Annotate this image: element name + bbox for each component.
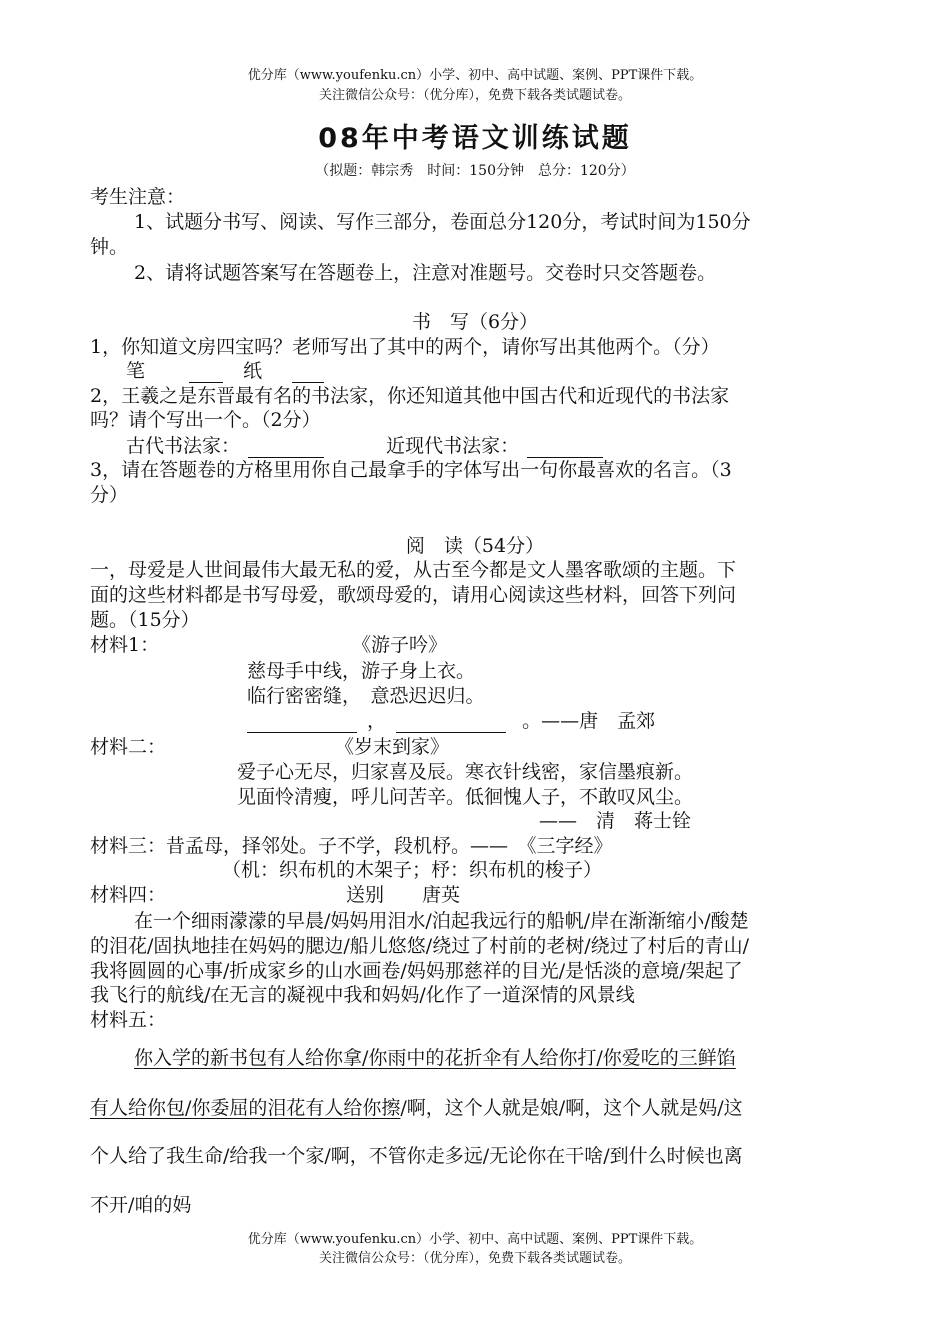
material-3-note: （机：织布机的木架子；杼：织布机的梭子） — [222, 859, 603, 881]
material-4-para-4: 我飞行的航线/在无言的凝视中我和妈妈/化作了一道深情的风景线 — [90, 984, 635, 1006]
material-2-author: —— 清 蒋士铨 — [539, 810, 692, 832]
reading-intro-2: 面的这些材料都是书写母爱，歌颂母爱的，请用心阅读这些材料，回答下列问 — [90, 584, 737, 606]
reading-intro-1: 一，母爱是人世间最伟大最无私的爱，从古至今都是文人墨客歌颂的主题。下 — [90, 559, 737, 581]
material-4-para-2: 的泪花/固执地挂在妈妈的腮边/船儿悠悠/绕过了村前的老树/绕过了村后的青山/ — [90, 935, 750, 957]
header-line-2: 关注微信公众号：（优分库），免费下载各类试题试卷。 — [318, 88, 631, 103]
q1-pen-label: 笔 — [126, 360, 146, 382]
writing-q2: 2，王羲之是东晋最有名的书法家，你还知道其他中国古代和近现代的书法家 — [90, 385, 730, 407]
material-1-fill-line — [247, 706, 655, 733]
material-4-label: 材料四： — [90, 884, 167, 906]
footer-line-1: 优分库（www.youfenku.cn）小学、初中、高中试题、案例、PPT课件下载。 — [247, 1232, 703, 1247]
material-4-para-3: 我将圆圆的心事/折成家乡的山水画卷/妈妈那慈祥的目光/是恬淡的意境/架起了 — [90, 960, 743, 982]
material-1-title: 《游子吟》 — [352, 634, 448, 656]
page-subtitle: （拟题：韩宗秀 时间：150分钟 总分：120分） — [315, 163, 635, 179]
writing-heading: 书 写（6分） — [411, 311, 539, 333]
header-line-1: 优分库（www.youfenku.cn）小学、初中、高中试题、案例、PPT课件下载。 — [247, 68, 703, 83]
material-1-line-1: 慈母手中线，游子身上衣。 — [247, 660, 476, 682]
reading-intro-3: 题。（15分） — [90, 609, 200, 631]
m1-author: 。——唐 孟郊 — [522, 710, 656, 732]
writing-q3: 3，请在答题卷的方格里用你自己最拿手的字体写出一句你最喜欢的名言。（3 — [90, 459, 732, 481]
material-5-label: 材料五： — [90, 1009, 167, 1031]
m1-comma: ， — [367, 710, 387, 732]
material-5-line-4: 不开/咱的妈 — [90, 1194, 192, 1216]
material-1-line-2: 临行密密缝， 意恐迟迟归。 — [247, 685, 485, 707]
material-5-line-2 — [90, 1093, 743, 1120]
material-2-line-2: 见面怜清瘦，呼儿问苦辛。低徊愧人子，不敢叹风尘。 — [237, 786, 694, 808]
reading-heading: 阅 读（54分） — [405, 535, 545, 557]
material-2-label: 材料二： — [90, 736, 167, 758]
material-2-line-1: 爱子心无尽，归家喜及辰。寒衣针线密，家信墨痕新。 — [237, 761, 694, 783]
writing-q3-cont: 分） — [90, 484, 129, 506]
modern-calligrapher-label: 近现代书法家： — [386, 435, 520, 457]
material-5-line-1: 你入学的新书包有人给你拿/你雨中的花折伞有人给你打/你爱吃的三鲜馅 — [134, 1047, 736, 1069]
writing-q2-answer-line — [126, 431, 603, 458]
material-5-line-3: 个人给了我生命/给我一个家/啊，不管你走多远/无论你在干啥/到什么时候也离 — [90, 1145, 743, 1167]
m1-blank-1[interactable] — [247, 714, 357, 733]
writing-q1: 1，你知道文房四宝吗？老师写出了其中的两个，请你写出其他两个。（分） — [90, 336, 720, 358]
notice-item-1: 1、试题分书写、阅读、写作三部分，卷面总分120分，考试时间为150分 — [134, 211, 751, 233]
material-4-title: 送别 唐英 — [346, 884, 461, 906]
material-4-para-1: 在一个细雨濛濛的早晨/妈妈用泪水/泊起我远行的船帆/岸在渐渐缩小/酸楚 — [134, 910, 749, 932]
material-3-text: 材料三：昔孟母，择邻处。子不学，段机杼。—— 《三字经》 — [90, 835, 613, 857]
writing-q2-cont: 吗？请个写出一个。（2分） — [90, 409, 321, 431]
material-5-line-2-underlined: 有人给你包/你委屈的泪花有人给你擦 — [90, 1097, 401, 1119]
q1-paper-label: 纸 — [243, 360, 263, 382]
material-5-line-2-rest: /啊，这个人就是娘/啊，这个人就是妈/这 — [400, 1097, 743, 1119]
notice-item-2: 2、请将试题答案写在答题卷上，注意对准题号。交卷时只交答题卷。 — [134, 262, 717, 284]
m1-blank-2[interactable] — [396, 714, 506, 733]
ancient-calligrapher-label: 古代书法家： — [126, 435, 241, 457]
notice-heading: 考生注意： — [90, 186, 186, 208]
material-1-label: 材料1： — [90, 634, 160, 656]
page-title: 08年中考语文训练试题 — [318, 123, 632, 154]
notice-item-1-cont: 钟。 — [90, 236, 129, 258]
material-2-title: 《岁末到家》 — [335, 736, 450, 758]
writing-q1-answer-line — [126, 356, 324, 383]
footer-line-2: 关注微信公众号：（优分库），免费下载各类试题试卷。 — [318, 1251, 631, 1266]
